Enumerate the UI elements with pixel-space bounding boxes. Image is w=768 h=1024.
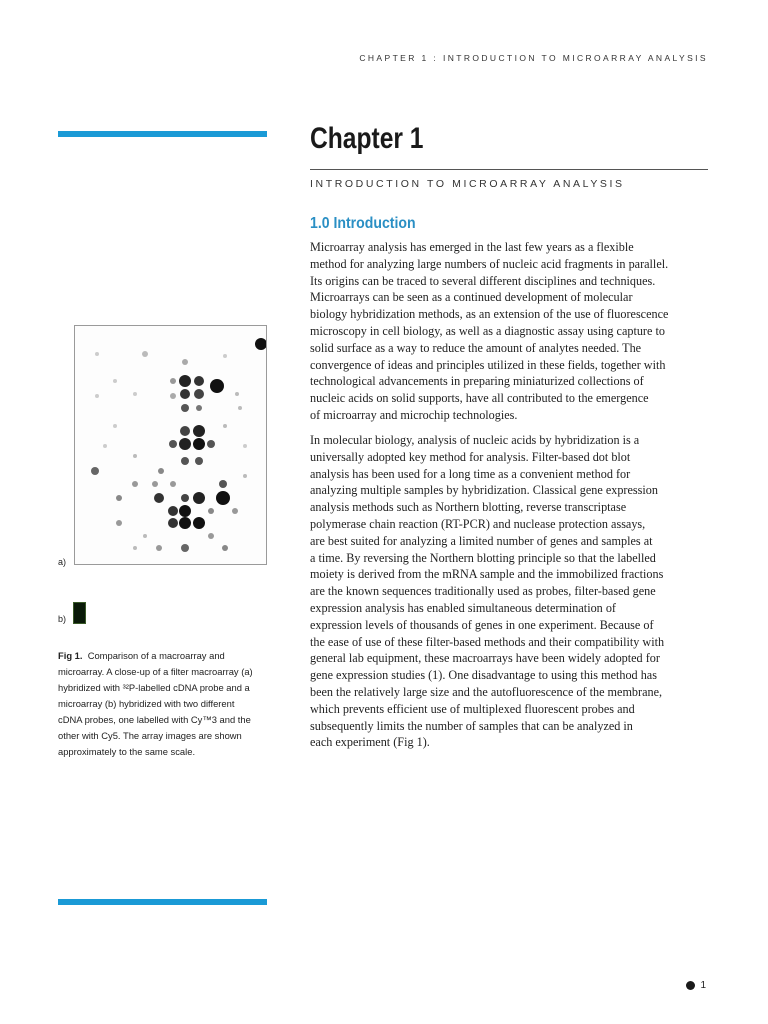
caption-line: hybridized with ³²P-labelled cDNA probe and a	[58, 682, 250, 693]
macroarray-spots	[75, 326, 266, 564]
page-number-text: 1	[700, 980, 706, 991]
text-line: expression levels of thousands of genes in one experiment. Because of	[310, 617, 654, 632]
text-line: analyzing multiple samples by hybridization. Classical gene expression	[310, 483, 658, 498]
array-spot	[170, 393, 176, 399]
array-spot	[179, 375, 191, 387]
array-spot	[180, 389, 190, 399]
text-line: each experiment (Fig 1).	[310, 735, 430, 750]
array-spot	[95, 352, 99, 356]
title-rule	[310, 169, 708, 170]
text-line: analysis methods such as Northern blotting, reverse transcriptase	[310, 500, 627, 515]
chapter-subtitle: INTRODUCTION TO MICROARRAY ANALYSIS	[310, 178, 625, 190]
text-line: method for analyzing large numbers of nucleic acid fragments in parallel.	[310, 256, 669, 271]
caption-line: cDNA probes, one labelled with Cy™3 and the	[58, 714, 251, 725]
text-line: solid surface as a way to reduce the amount of analytes needed. The	[310, 340, 642, 355]
text-line: been the relatively large size and the autofluorescence of the membrane,	[310, 684, 663, 699]
array-spot	[181, 404, 189, 412]
chapter-title: Chapter 1	[310, 122, 424, 155]
array-spot	[232, 508, 238, 514]
array-spot	[168, 506, 178, 516]
text-line: nucleic acids on solid supports, have all contributed to the emergence	[310, 391, 649, 406]
text-line: gene expression studies (1). One disadvantage to using this method has	[310, 668, 657, 683]
text-line: Microarray analysis has emerged in the last few years as a flexible	[310, 240, 634, 254]
text-line: of microarray and microchip technologies.	[310, 407, 518, 422]
array-spot	[193, 492, 205, 504]
array-spot	[113, 379, 117, 383]
array-spot	[170, 481, 176, 487]
array-spot	[179, 505, 191, 517]
text-line: moiety is derived from the mRNA sample and the immobilized fractions	[310, 567, 664, 582]
array-spot	[243, 474, 247, 478]
array-spot	[196, 405, 202, 411]
array-spot	[207, 440, 215, 448]
text-line: expression analysis has enabled simultaneous determination of	[310, 600, 616, 615]
text-line: biology hybridization methods, as an extension of the use of fluorescence	[310, 307, 669, 322]
text-line: universally adopted key method for analysis. Filter-based dot blot	[310, 449, 631, 464]
text-line: technological advancements in preparing miniaturized collections of	[310, 374, 644, 389]
array-spot	[113, 424, 117, 428]
text-line: a time. By reversing the Northern blotting principle so that the labelled	[310, 550, 656, 565]
caption-line: microarray. A close-up of a filter macroarray (a)	[58, 666, 253, 677]
caption-line: other with Cy5. The array images are shown	[58, 730, 242, 741]
caption-line: microarray (b) hybridized with two different	[58, 698, 235, 709]
array-spot	[219, 480, 227, 488]
paragraph-1	[310, 239, 710, 424]
array-spot	[210, 379, 224, 393]
text-line: the ease of use of these filter-based methods and their compatibility with	[310, 634, 665, 649]
array-spot	[152, 481, 158, 487]
array-spot	[181, 457, 189, 465]
array-spot	[156, 545, 162, 551]
array-spot	[193, 425, 205, 437]
text-line: In molecular biology, analysis of nucleic acids by hybridization is a	[310, 433, 640, 447]
array-spot	[238, 406, 242, 410]
array-spot	[195, 457, 203, 465]
panel-b-label: b)	[58, 614, 67, 624]
array-spot	[181, 544, 189, 552]
array-spot	[223, 354, 227, 358]
array-spot	[169, 440, 177, 448]
array-spot	[179, 438, 191, 450]
text-line: subsequently limits the number of samples that can be analyzed in	[310, 718, 633, 733]
array-spot	[222, 545, 228, 551]
array-spot	[235, 392, 239, 396]
caption-line: approximately to the same scale.	[58, 746, 196, 757]
accent-bar-bottom	[58, 899, 267, 905]
array-spot	[143, 534, 147, 538]
array-spot	[208, 508, 214, 514]
array-spot	[193, 438, 205, 450]
array-spot	[182, 359, 188, 365]
array-spot	[154, 493, 164, 503]
text-line: which prevents efficient use of multiplexed fluorescent probes and	[310, 701, 635, 716]
array-spot	[181, 494, 189, 502]
array-spot	[194, 389, 204, 399]
array-spot	[193, 517, 205, 529]
array-spot	[208, 533, 214, 539]
array-spot	[255, 338, 266, 350]
array-spot	[194, 376, 204, 386]
microarray-image	[73, 602, 86, 624]
array-spot	[179, 517, 191, 529]
array-spot	[133, 392, 137, 396]
text-line: analysis has been used for a long time as a convenient method for	[310, 466, 631, 481]
section-heading: 1.0 Introduction	[310, 215, 416, 232]
array-spot	[170, 378, 176, 384]
array-spot	[180, 426, 190, 436]
array-spot	[168, 518, 178, 528]
array-spot	[223, 424, 227, 428]
array-spot	[158, 468, 164, 474]
macroarray-image	[74, 325, 267, 565]
text-line: microscopy in cell biology, as well as a diagnostic assay using capture to	[310, 323, 665, 338]
accent-bar-top	[58, 131, 267, 137]
caption-label: Fig 1.	[58, 650, 83, 661]
array-spot	[133, 546, 137, 550]
array-spot	[91, 467, 99, 475]
array-spot	[216, 491, 230, 505]
array-spot	[103, 444, 107, 448]
figure-caption	[58, 648, 273, 760]
array-spot	[142, 351, 148, 357]
caption-line: Comparison of a macroarray and	[87, 650, 225, 661]
array-spot	[116, 495, 122, 501]
array-spot	[116, 520, 122, 526]
text-line: Microarrays can be seen as a continued development of molecular	[310, 290, 633, 305]
array-spot	[243, 444, 247, 448]
array-spot	[95, 394, 99, 398]
text-line: Its origins can be traced to several different disciplines and techniques.	[310, 273, 656, 288]
text-line: convergence of ideas and principles utilized in these fields, together with	[310, 357, 666, 372]
text-line: are the known sequences traditionally used as probes, filter-based gene	[310, 584, 656, 599]
page-number	[686, 980, 706, 991]
bullet-icon	[686, 981, 695, 990]
paragraph-2	[310, 432, 710, 751]
panel-a-label: a)	[58, 557, 67, 567]
running-header: CHAPTER 1 : INTRODUCTION TO MICROARRAY ANALYSIS	[359, 53, 708, 63]
text-line: general lab equipment, these macroarrays have been widely adopted for	[310, 651, 660, 666]
text-line: are best suited for analyzing a limited number of genes and samples at	[310, 533, 653, 548]
array-spot	[132, 481, 138, 487]
array-spot	[133, 454, 137, 458]
text-line: polymerase chain reaction (RT-PCR) and nuclease protection assays,	[310, 516, 646, 531]
